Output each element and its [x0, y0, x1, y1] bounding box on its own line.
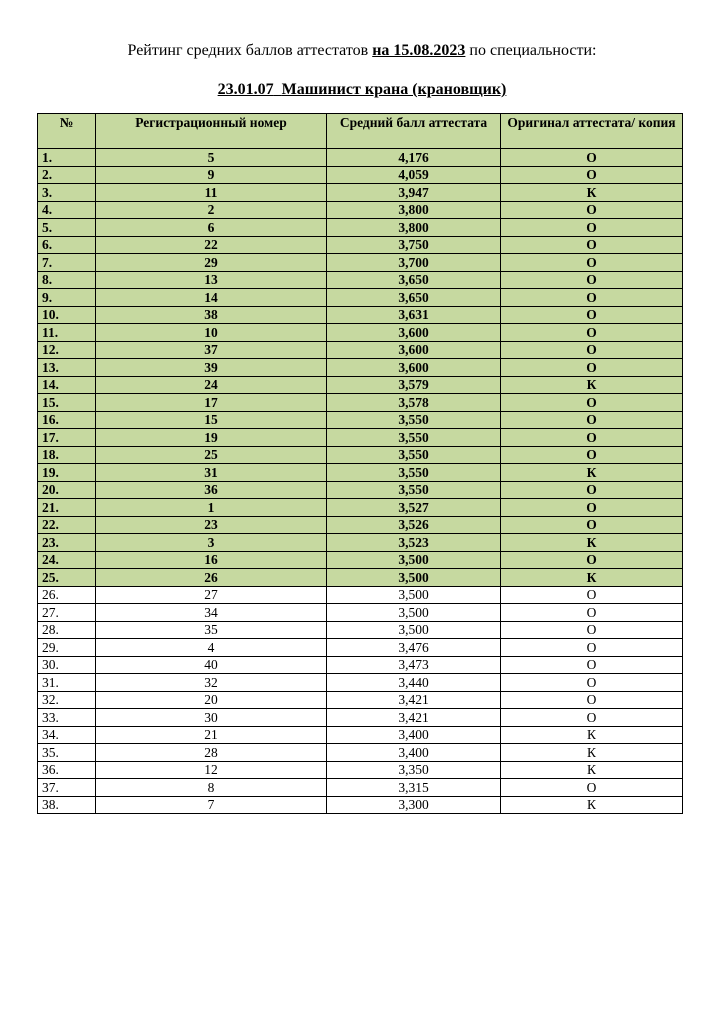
table-row	[38, 289, 683, 307]
row-number: 25.	[38, 569, 96, 587]
heading-prefix: Рейтинг средних баллов аттестатов	[127, 42, 373, 59]
average-score: 3,800	[327, 201, 501, 219]
registration-number: 31	[96, 464, 327, 482]
specialty-name: Машинист крана (крановщик)	[281, 81, 507, 98]
average-score: 3,500	[327, 586, 501, 604]
registration-number: 8	[96, 779, 327, 797]
average-score: 3,600	[327, 324, 501, 342]
registration-number: 28	[96, 744, 327, 762]
average-score: 3,421	[327, 691, 501, 709]
average-score: 3,476	[327, 639, 501, 657]
average-score: 3,350	[327, 761, 501, 779]
original-or-copy: О	[501, 166, 683, 184]
original-or-copy: О	[501, 429, 683, 447]
original-or-copy: О	[501, 709, 683, 727]
average-score: 3,600	[327, 359, 501, 377]
average-score: 3,700	[327, 254, 501, 272]
row-number: 35.	[38, 744, 96, 762]
registration-number: 12	[96, 761, 327, 779]
table-row	[38, 691, 683, 709]
original-or-copy: О	[501, 499, 683, 517]
average-score: 3,550	[327, 411, 501, 429]
registration-number: 23	[96, 516, 327, 534]
table-row	[38, 796, 683, 814]
average-score: 3,500	[327, 551, 501, 569]
row-number: 3.	[38, 184, 96, 202]
original-or-copy: К	[501, 464, 683, 482]
average-score: 3,750	[327, 236, 501, 254]
original-or-copy: О	[501, 394, 683, 412]
row-number: 24.	[38, 551, 96, 569]
table-row	[38, 201, 683, 219]
original-or-copy: О	[501, 604, 683, 622]
average-score: 3,473	[327, 656, 501, 674]
registration-number: 25	[96, 446, 327, 464]
row-number: 13.	[38, 359, 96, 377]
average-score: 3,550	[327, 464, 501, 482]
row-number: 30.	[38, 656, 96, 674]
row-number: 31.	[38, 674, 96, 692]
original-or-copy: О	[501, 674, 683, 692]
table-row	[38, 411, 683, 429]
row-number: 34.	[38, 726, 96, 744]
heading-date: на 15.08.2023	[372, 42, 466, 59]
row-number: 15.	[38, 394, 96, 412]
table-row	[38, 394, 683, 412]
original-or-copy: О	[501, 201, 683, 219]
header-number: №	[38, 114, 96, 149]
table-row	[38, 639, 683, 657]
average-score: 3,578	[327, 394, 501, 412]
table-row	[38, 219, 683, 237]
document-heading	[0, 41, 724, 61]
registration-number: 13	[96, 271, 327, 289]
row-number: 4.	[38, 201, 96, 219]
registration-number: 32	[96, 674, 327, 692]
row-number: 8.	[38, 271, 96, 289]
registration-number: 10	[96, 324, 327, 342]
original-or-copy: О	[501, 779, 683, 797]
original-or-copy: О	[501, 359, 683, 377]
original-or-copy: О	[501, 621, 683, 639]
row-number: 1.	[38, 149, 96, 167]
table-row	[38, 604, 683, 622]
rating-table	[37, 113, 683, 814]
registration-number: 40	[96, 656, 327, 674]
table-row	[38, 726, 683, 744]
original-or-copy: К	[501, 569, 683, 587]
registration-number: 20	[96, 691, 327, 709]
registration-number: 11	[96, 184, 327, 202]
registration-number: 2	[96, 201, 327, 219]
row-number: 29.	[38, 639, 96, 657]
rating-table-body	[38, 149, 683, 814]
average-score: 3,600	[327, 341, 501, 359]
row-number: 38.	[38, 796, 96, 814]
original-or-copy: К	[501, 184, 683, 202]
row-number: 20.	[38, 481, 96, 499]
original-or-copy: О	[501, 236, 683, 254]
average-score: 3,440	[327, 674, 501, 692]
table-row	[38, 271, 683, 289]
average-score: 3,550	[327, 446, 501, 464]
average-score: 3,550	[327, 481, 501, 499]
row-number: 9.	[38, 289, 96, 307]
registration-number: 27	[96, 586, 327, 604]
average-score: 3,400	[327, 744, 501, 762]
row-number: 7.	[38, 254, 96, 272]
table-row	[38, 621, 683, 639]
table-row	[38, 744, 683, 762]
row-number: 37.	[38, 779, 96, 797]
table-header-row	[38, 114, 683, 149]
registration-number: 22	[96, 236, 327, 254]
average-score: 4,176	[327, 149, 501, 167]
header-registration-number: Регистрационный номер	[96, 114, 327, 149]
registration-number: 17	[96, 394, 327, 412]
original-or-copy: О	[501, 656, 683, 674]
row-number: 19.	[38, 464, 96, 482]
original-or-copy: О	[501, 481, 683, 499]
original-or-copy: О	[501, 639, 683, 657]
average-score: 3,947	[327, 184, 501, 202]
table-row	[38, 359, 683, 377]
average-score: 3,800	[327, 219, 501, 237]
average-score: 3,400	[327, 726, 501, 744]
row-number: 10.	[38, 306, 96, 324]
original-or-copy: О	[501, 271, 683, 289]
registration-number: 30	[96, 709, 327, 727]
table-row	[38, 166, 683, 184]
average-score: 3,315	[327, 779, 501, 797]
table-row	[38, 324, 683, 342]
registration-number: 29	[96, 254, 327, 272]
original-or-copy: К	[501, 726, 683, 744]
registration-number: 39	[96, 359, 327, 377]
table-row	[38, 674, 683, 692]
table-row	[38, 551, 683, 569]
specialty-code: 23.01.07	[217, 81, 274, 98]
registration-number: 35	[96, 621, 327, 639]
average-score: 3,579	[327, 376, 501, 394]
original-or-copy: О	[501, 516, 683, 534]
registration-number: 34	[96, 604, 327, 622]
heading-suffix: по специальности:	[465, 42, 597, 59]
table-row	[38, 446, 683, 464]
row-number: 17.	[38, 429, 96, 447]
average-score: 3,550	[327, 429, 501, 447]
registration-number: 15	[96, 411, 327, 429]
table-row	[38, 341, 683, 359]
original-or-copy: О	[501, 341, 683, 359]
row-number: 14.	[38, 376, 96, 394]
registration-number: 16	[96, 551, 327, 569]
average-score: 3,523	[327, 534, 501, 552]
row-number: 11.	[38, 324, 96, 342]
row-number: 33.	[38, 709, 96, 727]
table-row	[38, 149, 683, 167]
registration-number: 36	[96, 481, 327, 499]
table-row	[38, 429, 683, 447]
header-average-score: Средний балл аттестата	[327, 114, 501, 149]
original-or-copy: К	[501, 761, 683, 779]
original-or-copy: О	[501, 289, 683, 307]
table-row	[38, 516, 683, 534]
header-original-copy: Оригинал аттестата/ копия	[501, 114, 683, 149]
registration-number: 37	[96, 341, 327, 359]
row-number: 2.	[38, 166, 96, 184]
row-number: 26.	[38, 586, 96, 604]
original-or-copy: О	[501, 324, 683, 342]
specialty-title	[0, 80, 724, 100]
registration-number: 38	[96, 306, 327, 324]
registration-number: 1	[96, 499, 327, 517]
row-number: 5.	[38, 219, 96, 237]
table-row	[38, 481, 683, 499]
original-or-copy: К	[501, 796, 683, 814]
table-row	[38, 586, 683, 604]
table-row	[38, 254, 683, 272]
original-or-copy: О	[501, 551, 683, 569]
registration-number: 26	[96, 569, 327, 587]
original-or-copy: О	[501, 149, 683, 167]
table-row	[38, 236, 683, 254]
row-number: 32.	[38, 691, 96, 709]
row-number: 23.	[38, 534, 96, 552]
registration-number: 21	[96, 726, 327, 744]
registration-number: 19	[96, 429, 327, 447]
original-or-copy: К	[501, 744, 683, 762]
original-or-copy: О	[501, 411, 683, 429]
table-row	[38, 306, 683, 324]
average-score: 3,421	[327, 709, 501, 727]
registration-number: 5	[96, 149, 327, 167]
average-score: 3,527	[327, 499, 501, 517]
original-or-copy: О	[501, 306, 683, 324]
row-number: 21.	[38, 499, 96, 517]
registration-number: 3	[96, 534, 327, 552]
registration-number: 6	[96, 219, 327, 237]
average-score: 3,631	[327, 306, 501, 324]
average-score: 3,500	[327, 604, 501, 622]
average-score: 3,650	[327, 271, 501, 289]
row-number: 28.	[38, 621, 96, 639]
average-score: 3,500	[327, 621, 501, 639]
row-number: 36.	[38, 761, 96, 779]
average-score: 3,650	[327, 289, 501, 307]
table-row	[38, 569, 683, 587]
original-or-copy: О	[501, 691, 683, 709]
table-row	[38, 534, 683, 552]
table-row	[38, 184, 683, 202]
registration-number: 24	[96, 376, 327, 394]
row-number: 27.	[38, 604, 96, 622]
original-or-copy: О	[501, 446, 683, 464]
row-number: 22.	[38, 516, 96, 534]
average-score: 3,300	[327, 796, 501, 814]
original-or-copy: О	[501, 254, 683, 272]
table-row	[38, 499, 683, 517]
original-or-copy: О	[501, 586, 683, 604]
table-row	[38, 709, 683, 727]
row-number: 16.	[38, 411, 96, 429]
average-score: 4,059	[327, 166, 501, 184]
table-row	[38, 656, 683, 674]
table-row	[38, 761, 683, 779]
row-number: 6.	[38, 236, 96, 254]
original-or-copy: К	[501, 376, 683, 394]
original-or-copy: О	[501, 219, 683, 237]
average-score: 3,500	[327, 569, 501, 587]
registration-number: 14	[96, 289, 327, 307]
registration-number: 4	[96, 639, 327, 657]
registration-number: 9	[96, 166, 327, 184]
row-number: 18.	[38, 446, 96, 464]
registration-number: 7	[96, 796, 327, 814]
table-row	[38, 376, 683, 394]
average-score: 3,526	[327, 516, 501, 534]
original-or-copy: К	[501, 534, 683, 552]
table-row	[38, 464, 683, 482]
row-number: 12.	[38, 341, 96, 359]
table-row	[38, 779, 683, 797]
